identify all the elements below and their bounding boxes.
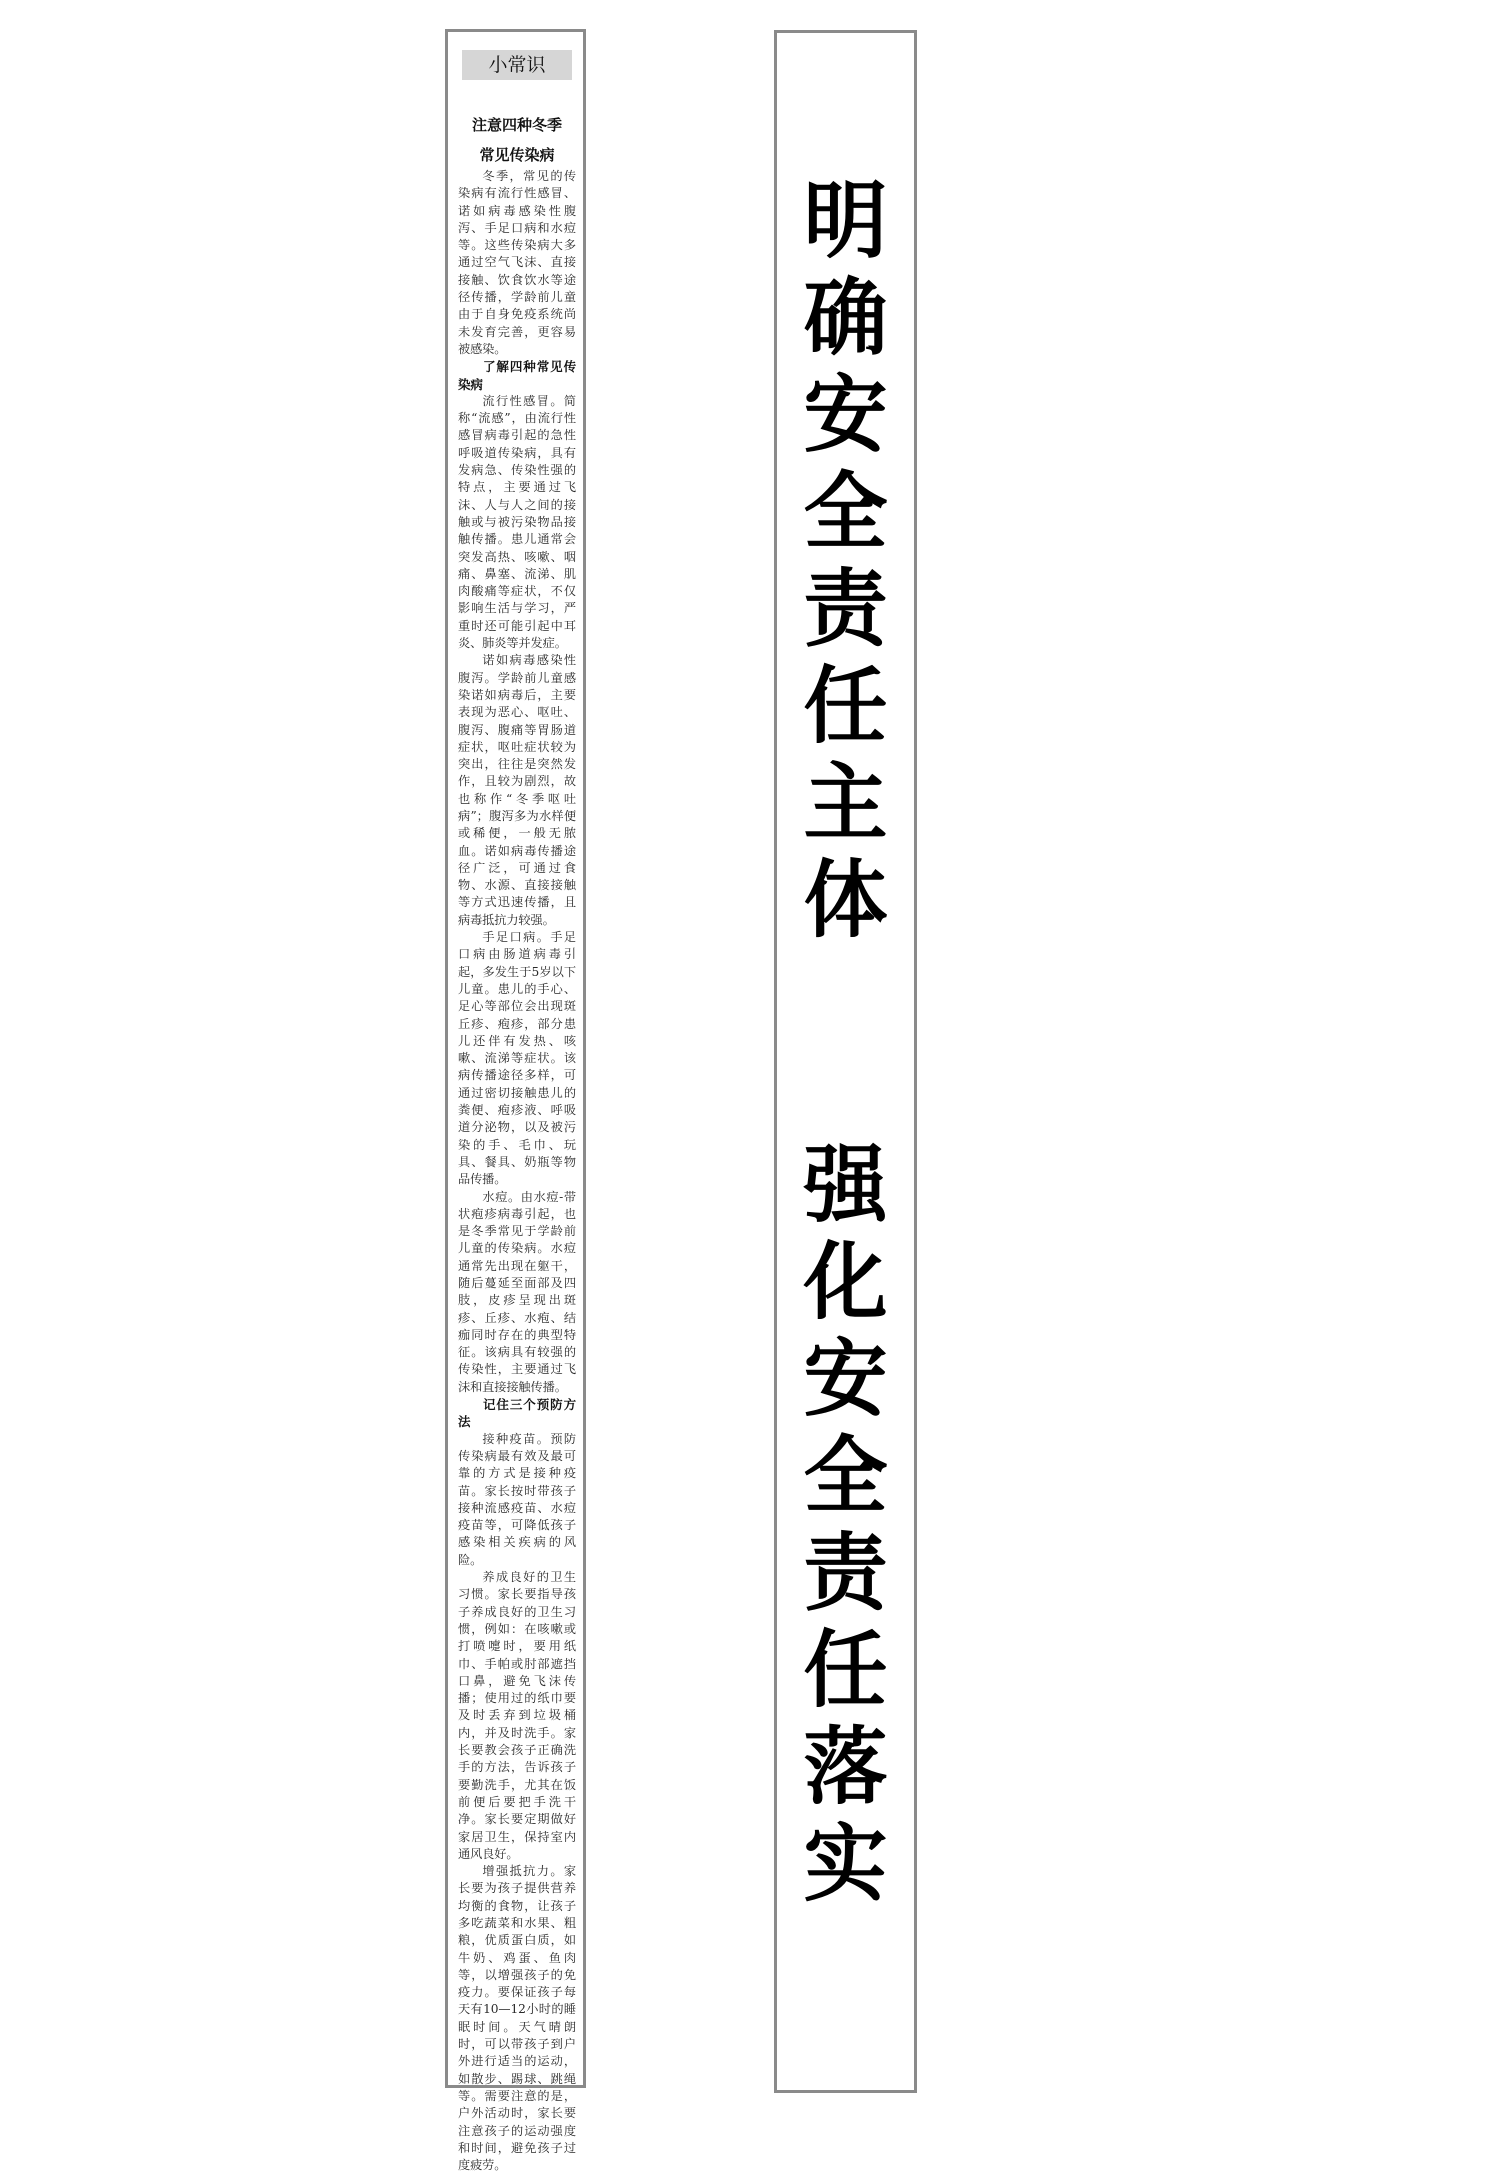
slogan-char: 责 <box>803 1524 888 1622</box>
slogan-char: 任 <box>803 1621 888 1719</box>
slogan-char: 确 <box>803 269 888 367</box>
section-heading: 了解四种常见传染病 <box>458 359 576 392</box>
slogan-char: 安 <box>803 1330 888 1428</box>
slogan-char: 强 <box>803 1136 888 1234</box>
slogan-char: 责 <box>803 560 888 658</box>
body-paragraph: 流行性感冒。简称“流感”，由流行性感冒病毒引起的急性呼吸道传染病，具有发病急、传染性强的特点，主要通过飞沫、人与人之间的接触或与被污染物品接触传播。患儿通常会突发高热、咳嗽、咽痛、鼻塞、流涕、肌肉酸痛等症状，不仅影响生活与学习，严重时还可能引起中耳炎、肺炎等并发症。 <box>458 393 576 651</box>
body-paragraph: 诺如病毒感染性腹泻。学龄前儿童感染诺如病毒后，主要表现为恶心、呕吐、腹泻、腹痛等胃肠道症状，呕吐症状较为突出，往往是突然发作，且较为剧烈，故也称作“冬季呕吐病”；腹泻多为水样便或稀便，一般无脓血。诺如病毒传播途径广泛，可通过食物、水源、直接接触等方式迅速传播，且病毒抵抗力较强。 <box>458 653 576 927</box>
body-paragraph: 水痘。由水痘-带状疱疹病毒引起，也是冬季常见于学龄前儿童的传染病。水痘通常先出现在躯干，随后蔓延至面部及四肢，皮疹呈现出斑疹、丘疹、水疱、结痂同时存在的典型特征。该病具有较强的传染性，主要通过飞沫和直接接触传播。 <box>458 1189 576 1394</box>
slogan-char: 全 <box>803 1427 888 1525</box>
knowledge-column <box>445 29 586 2173</box>
slogan-char: 任 <box>803 657 888 755</box>
section-heading: 记住三个预防方法 <box>458 1397 576 1430</box>
slogan-char: 主 <box>803 754 888 852</box>
slogan-banner <box>774 30 917 2093</box>
slogan-char: 安 <box>803 366 888 464</box>
body-paragraph: 手足口病。手足口病由肠道病毒引起，多发生于5岁以下儿童。患儿的手心、足心等部位会出现斑丘疹、疱疹，部分患儿还伴有发热、咳嗽、流涕等症状。该病传播途径多样，可通过密切接触患儿的粪便、疱疹液、呼吸道分泌物，以及被污染的手、毛巾、玩具、餐具、奶瓶等物品传播。 <box>458 930 576 1187</box>
slogan-char: 体 <box>803 851 888 949</box>
column-header: 小常识 <box>462 50 572 80</box>
article-title-line1: 注意四种冬季 <box>471 116 562 134</box>
slogan-line-2 <box>777 1137 914 1913</box>
intro-paragraph: 冬季，常见的传染病有流行性感冒、诺如病毒感染性腹泻、手足口病和水痘等。这些传染病大多通过空气飞沫、直接接触、饮食饮水等途径传播，学龄前儿童由于自身免疫系统尚未发育完善，更容易被感染。 <box>458 169 576 356</box>
body-paragraph: 养成良好的卫生习惯。家长要指导孩子养成良好的卫生习惯，例如：在咳嗽或打喷嚏时，要用纸巾、手帕或肘部遮挡口鼻，避免飞沫传播；使用过的纸巾要及时丢弃到垃圾桶内，并及时洗手。家长要教会孩子正确洗手的方法，告诉孩子要勤洗手，尤其在饭前便后要把手洗干净。家长要定期做好家居卫生，保持室内通风良好。 <box>458 1570 576 1861</box>
body-paragraph: 增强抵抗力。家长要为孩子提供营养均衡的食物，让孩子多吃蔬菜和水果、粗粮，优质蛋白质，如牛奶、鸡蛋、鱼肉等，以增强孩子的免疫力。要保证孩子每天有10—12小时的睡眠时间。天气晴朗时，可以带孩子到户外进行适当的运动，如散步、踢球、跳绳等。需要注意的是，户外活动时，家长要注意孩子的运动强度和时间，避免孩子过度疲劳。 <box>458 1864 576 2173</box>
article-title <box>454 110 580 170</box>
slogan-char: 化 <box>803 1233 888 1331</box>
slogan-char: 落 <box>803 1718 888 1816</box>
slogan-char: 全 <box>803 463 888 561</box>
article-body <box>458 168 576 2173</box>
article-title-line2: 常见传染病 <box>479 146 555 164</box>
slogan-char: 明 <box>803 172 888 270</box>
slogan-char: 实 <box>803 1815 888 1913</box>
slogan-line-1 <box>777 173 914 949</box>
body-paragraph: 接种疫苗。预防传染病最有效及最可靠的方式是接种疫苗。家长按时带孩子接种流感疫苗、水痘疫苗等，可降低孩子感染相关疾病的风险。 <box>458 1431 576 1567</box>
